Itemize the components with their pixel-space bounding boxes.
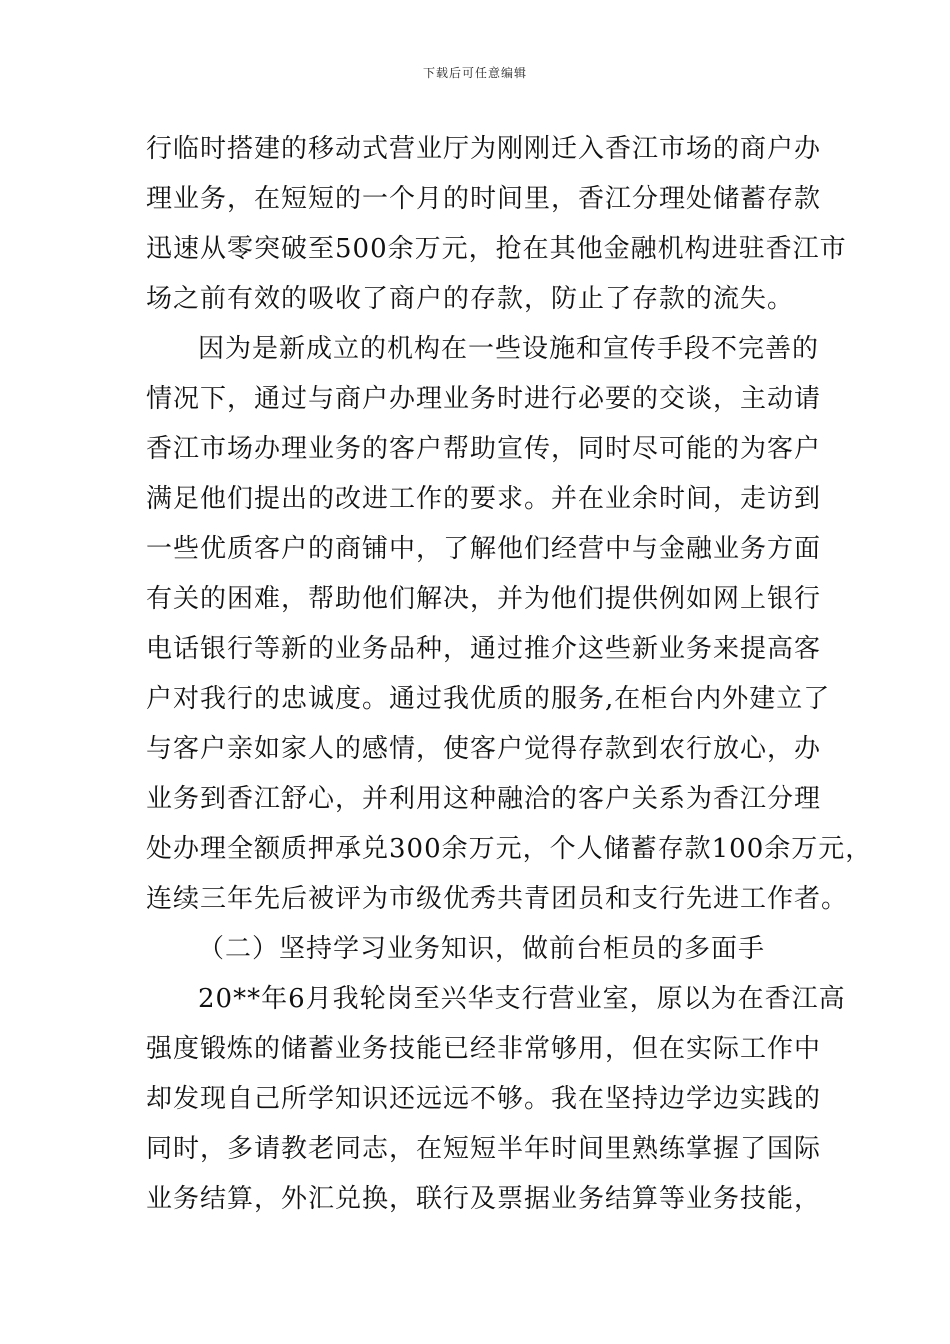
text-line: 场之前有效的吸收了商户的存款，防止了存款的流失。 <box>146 284 795 314</box>
text-line: 强度锻炼的储蓄业务技能已经非常够用，但在实际工作中 <box>146 1034 822 1064</box>
text-line: 却发现自己所学知识还远远不够。我在坚持边学边实践的 <box>146 1084 822 1114</box>
text-line: 电话银行等新的业务品种，通过推介这些新业务来提高客 <box>146 634 822 664</box>
body-text <box>146 124 873 1224</box>
text-line: 同时，多请教老同志，在短短半年时间里熟练掌握了国际 <box>146 1134 822 1164</box>
text-line: 与客户亲如家人的感情，使客户觉得存款到农行放心，办 <box>146 734 822 764</box>
section-heading: （二）坚持学习业务知识，做前台柜员的多面手 <box>198 934 766 964</box>
text-line: 有关的困难，帮助他们解决，并为他们提供例如网上银行 <box>146 584 822 614</box>
text-line: 业务结算，外汇兑换，联行及票据业务结算等业务技能， <box>146 1184 822 1214</box>
text-line: 迅速从零突破至500余万元，抢在其他金融机构进驻香江市 <box>146 234 847 264</box>
text-line: 连续三年先后被评为市级优秀共青团员和支行先进工作者。 <box>146 884 849 914</box>
text-line: 香江市场办理业务的客户帮助宣传，同时尽可能的为客户 <box>146 434 822 464</box>
text-line: 一些优质客户的商铺中，了解他们经营中与金融业务方面 <box>146 534 822 564</box>
paragraph-first-line: 因为是新成立的机构在一些设施和宣传手段不完善的 <box>198 334 820 364</box>
text-line: 情况下，通过与商户办理业务时进行必要的交谈，主动请 <box>146 384 822 414</box>
text-line: 满足他们提出的改进工作的要求。并在业余时间，走访到 <box>146 484 822 514</box>
paragraph-first-line: 20**年6月我轮岗至兴华支行营业室，原以为在香江高 <box>198 984 846 1014</box>
text-line: 行临时搭建的移动式营业厅为刚刚迁入香江市场的商户办 <box>146 134 822 164</box>
text-line: 户对我行的忠诚度。通过我优质的服务,在柜台内外建立了 <box>146 684 831 714</box>
text-line: 处办理全额质押承兑300余万元，个人储蓄存款100余万元， <box>146 834 873 864</box>
text-line: 理业务，在短短的一个月的时间里，香江分理处储蓄存款 <box>146 184 822 214</box>
text-line: 业务到香江舒心，并利用这种融洽的客户关系为香江分理 <box>146 784 822 814</box>
header-note: 下载后可任意编辑 <box>422 66 527 80</box>
